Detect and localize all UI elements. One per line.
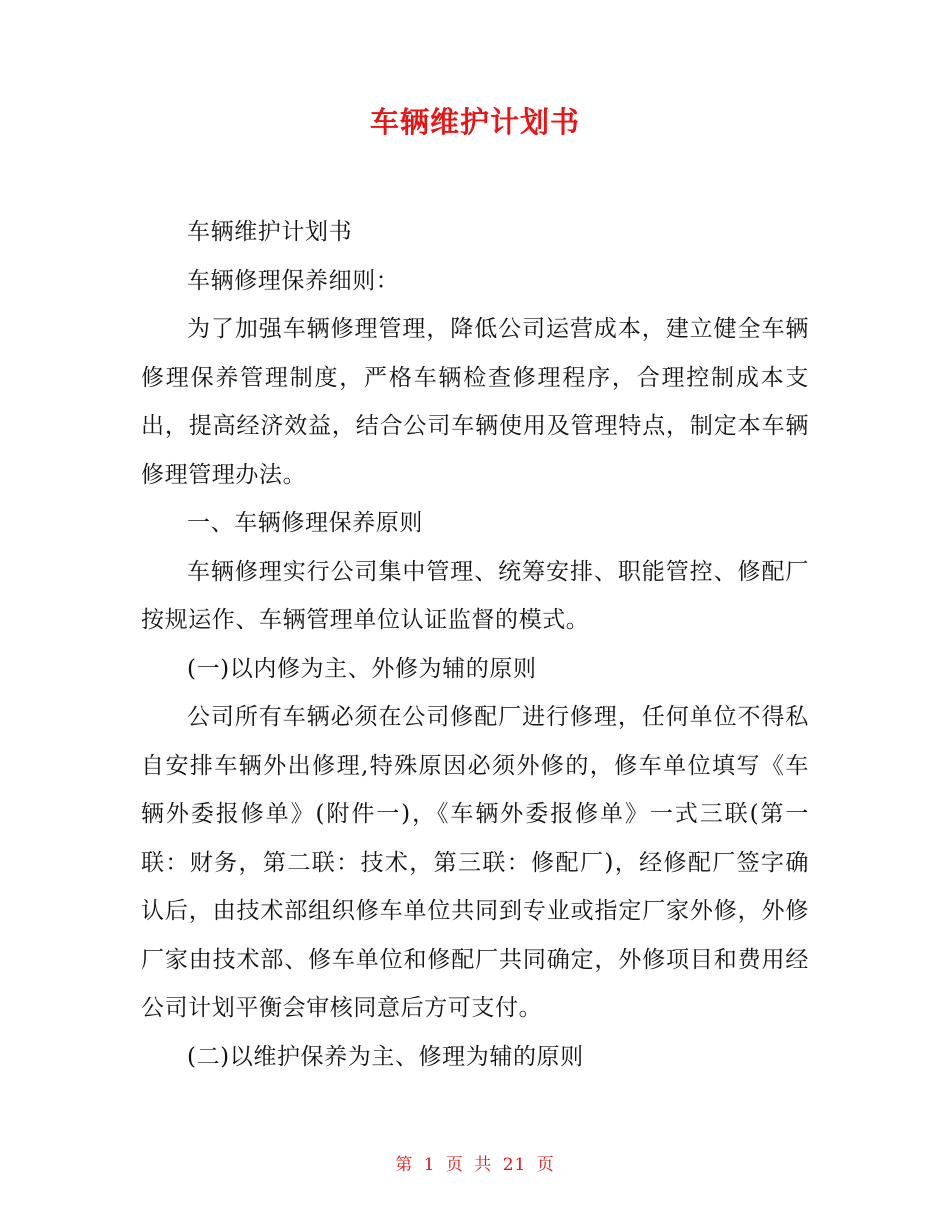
paragraph-intro: 为了加强车辆修理管理，降低公司运营成本，建立健全车辆修理保养管理制度，严格车辆检查修理程序，合理控制成本支出，提高经济效益，结合公司车辆使用及管理特点，制定本车辆修理管理办法。 [141,316,809,488]
subsection-heading-1: (一)以内修为主、外修为辅的原则 [187,655,537,682]
paragraph-management-mode: 车辆修理实行公司集中管理、统筹安排、职能管控、修配厂按规运作、车辆管理单位认证监督的模式。 [141,558,809,633]
document-body [141,208,809,1081]
paragraph-rules-heading: 车辆修理保养细则： [187,267,400,294]
subsection-heading-2: (二)以维护保养为主、修理为辅的原则 [187,1043,584,1070]
document-title: 车辆维护计划书 [369,105,580,139]
paragraph-heading: 车辆维护计划书 [187,219,353,245]
section-heading-1: 一、车辆修理保养原则 [187,510,423,536]
paragraph-internal-repair: 公司所有车辆必须在公司修配厂进行修理，任何单位不得私自安排车辆外出修理,特殊原因必须外修的，修车单位填写《车辆外委报修单》(附件一)，《车辆外委报修单》一式三联(第一联：财务，第二联：技术，第三联：修配厂)，经修配厂签字确认后，由技术部组织修车单位共同到专业或指定厂家外修，外修厂家由技术部、修车单位和修配厂共同确定，外修项目和费用经公司计划平衡会审核同意后方可支付。 [141,704,809,1021]
page-number-footer: 第 1 页 共 21 页 [395,1155,555,1175]
